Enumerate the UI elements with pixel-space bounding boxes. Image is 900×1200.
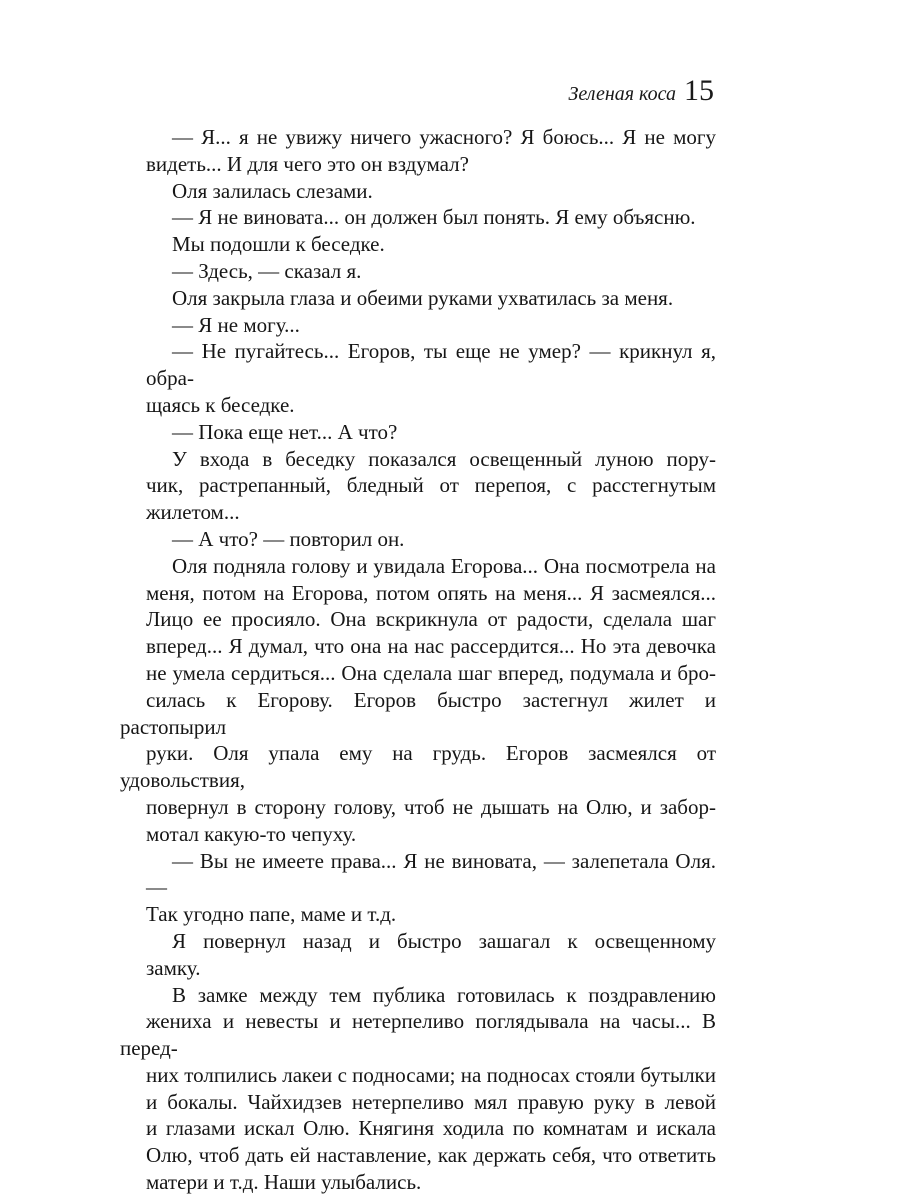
- paragraph: [146, 848, 716, 928]
- paragraph: [146, 258, 716, 285]
- text-line: — А что? — повторил он.: [172, 526, 405, 551]
- text-line: и бокалы. Чайхидзев нетерпеливо мял правую руку в левой: [146, 1089, 716, 1114]
- text-line: — Я... я не увижу ничего ужасного? Я боюсь... Я не могу: [172, 125, 716, 149]
- text-line: Так угодно папе, маме и т.д.: [146, 902, 397, 927]
- paragraph: [146, 231, 716, 258]
- text-line: — Здесь, — сказал я.: [172, 258, 362, 283]
- text-line: Оля залилась слезами.: [172, 178, 373, 203]
- text-line: них толпились лакеи с подносами; на подносах стояли бутылки: [146, 1062, 716, 1087]
- text-line: не умела сердиться... Она сделала шаг вперед, подумала и бро-: [146, 660, 716, 685]
- text-line: видеть... И для чего это он вздумал?: [146, 151, 469, 176]
- text-line: чик, растрепанный, бледный от перепоя, с расстегнутым: [146, 473, 716, 498]
- text-line: Оля закрыла глаза и обеими руками ухватилась за меня.: [172, 285, 674, 310]
- text-line: силась к Егорову. Егоров быстро застегнул жилет и растопырил: [120, 687, 716, 739]
- paragraph: [146, 285, 716, 312]
- text-line: Мы подошли к беседке.: [172, 232, 385, 257]
- paragraph: [146, 338, 716, 418]
- paragraph: [146, 446, 716, 526]
- paragraph: [120, 982, 716, 1196]
- text-line: Оля подняла голову и увидала Егорова... Она посмотрела на: [172, 553, 716, 578]
- text-line: В замке между тем публика готовилась к поздравлению: [172, 982, 716, 1007]
- text-line: — Пока еще нет... А что?: [172, 419, 398, 444]
- running-head: [568, 74, 714, 108]
- text-line: Лицо ее просияло. Она вскрикнула от радости, сделала шаг: [146, 607, 716, 632]
- text-line: У входа в беседку показался освещенный луною пору-: [172, 446, 716, 471]
- text-line: щаясь к беседке.: [146, 392, 295, 417]
- text-line: — Вы не имеете права... Я не виновата, — залепетала Оля. —: [146, 848, 716, 900]
- text-line: — Не пугайтесь... Егоров, ты еще не умер? — крикнул я, обра-: [146, 339, 716, 391]
- text-line: — Я не виновата... он должен был понять. Я ему объясню.: [172, 205, 696, 230]
- text-line: жилетом...: [146, 500, 240, 525]
- body-text: [120, 124, 716, 1196]
- paragraph: [120, 553, 716, 848]
- text-line: вперед... Я думал, что она на нас рассердится... Но эта девочка: [146, 634, 716, 659]
- page-number: 15: [684, 74, 714, 107]
- text-line: Я повернул назад и быстро зашагал к освещенному: [172, 928, 716, 953]
- text-line: — Я не могу...: [172, 312, 300, 337]
- text-line: и глазами искал Олю. Княгиня ходила по комнатам и искала: [146, 1116, 716, 1141]
- paragraph: [146, 928, 716, 982]
- text-line: руки. Оля упала ему на грудь. Егоров засмеялся от удовольствия,: [120, 741, 716, 793]
- paragraph: [146, 419, 716, 446]
- paragraph: [146, 312, 716, 339]
- running-title: Зеленая коса: [568, 83, 676, 105]
- text-line: Олю, чтоб дать ей наставление, как держать себя, что ответить: [146, 1143, 716, 1168]
- paragraph: [146, 124, 716, 178]
- text-line: меня, потом на Егорова, потом опять на меня... Я засмеялся...: [146, 580, 716, 605]
- paragraph: [146, 204, 716, 231]
- text-line: мотал какую-то чепуху.: [146, 821, 357, 846]
- text-line: жениха и невесты и нетерпеливо поглядывала на часы... В перед-: [120, 1009, 716, 1061]
- paragraph: [146, 526, 716, 553]
- text-line: матери и т.д. Наши улыбались.: [146, 1170, 422, 1195]
- text-line: повернул в сторону голову, чтоб не дышать на Олю, и забор-: [146, 794, 716, 819]
- paragraph: [146, 178, 716, 205]
- text-line: замку.: [146, 955, 201, 980]
